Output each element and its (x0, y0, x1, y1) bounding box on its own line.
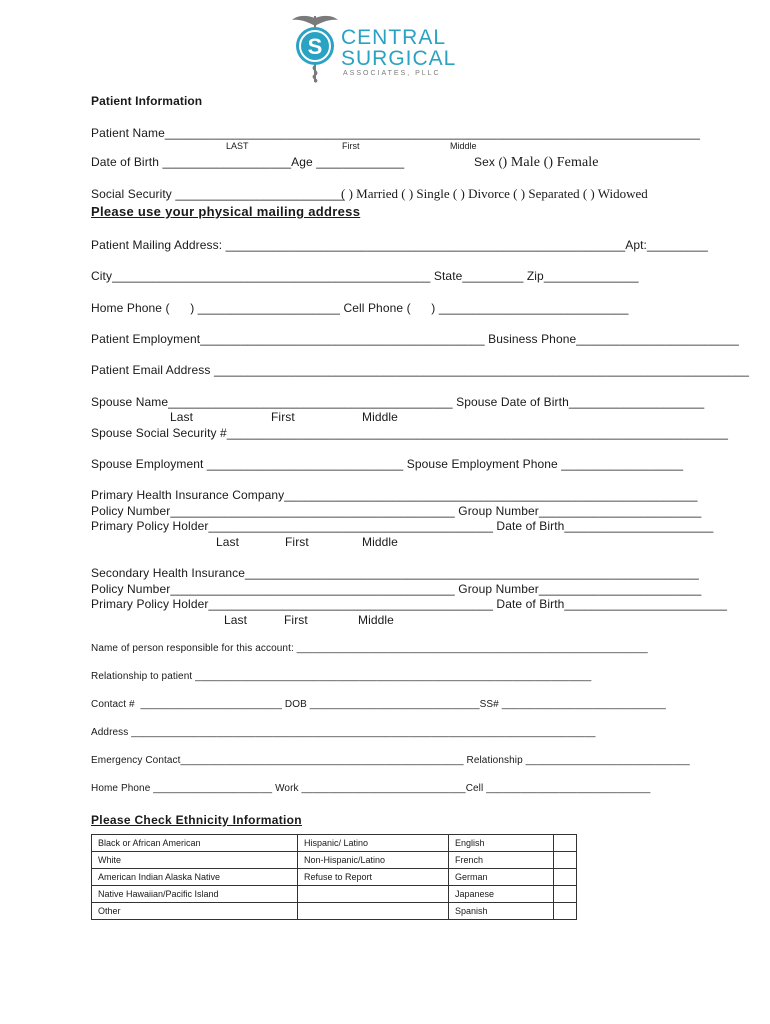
contact-phones-field[interactable] (91, 783, 650, 794)
patient-employment-field[interactable] (91, 332, 739, 346)
ethnicity-table (91, 834, 577, 920)
business-phone-label: Business Phone (488, 332, 577, 346)
home-phone-paren: ) (190, 301, 195, 315)
patient-email-blank: _______________________________________________________________________________ (213, 363, 750, 377)
secondary-policy-holder-field[interactable] (91, 597, 727, 611)
table-row (92, 886, 577, 903)
primary-sub-last: Last (216, 535, 240, 549)
spouse-sub-middle: Middle (362, 410, 398, 424)
primary-insurance-company-blank: _____________________________________________________________ (284, 488, 698, 502)
marital-status-options[interactable]: ( ) Married ( ) Single ( ) Divorce ( ) Separated ( ) Widowed (341, 186, 648, 201)
mailing-address-blank: ___________________________________________________________ (225, 238, 626, 252)
primary-holder-dob-label: Date of Birth (496, 519, 565, 533)
sex-female-option[interactable]: ) Female (548, 155, 599, 170)
table-row (92, 903, 577, 920)
patient-name-blank: _______________________________________________________________________________ (164, 126, 701, 140)
spouse-sub-first: First (271, 410, 295, 424)
contact-cell-label: Cell (465, 783, 484, 794)
spouse-name-blank: __________________________________________ (168, 395, 453, 409)
contact-blank: _________________________ (140, 699, 283, 710)
sub-label-last: LAST (226, 141, 249, 151)
patient-employment-label: Patient Employment (91, 332, 201, 346)
sub-label-middle: Middle (450, 141, 477, 151)
state-label: State (433, 269, 463, 283)
ssn-field[interactable] (91, 187, 345, 201)
secondary-policy-number-field[interactable] (91, 582, 701, 596)
cell-phone-paren: ) (431, 301, 436, 315)
table-row (92, 869, 577, 886)
secondary-sub-last: Last (224, 613, 248, 627)
ethnicity-option[interactable]: Non-Hispanic/Latino (298, 852, 449, 869)
logo-text-central: CENTRAL (341, 26, 447, 49)
language-option[interactable]: Japanese (449, 886, 554, 903)
spouse-ssn-label: Spouse Social Security # (91, 426, 227, 440)
spouse-ssn-field[interactable] (91, 426, 728, 440)
address-field[interactable] (91, 727, 596, 738)
contact-cell-blank: _____________________________ (486, 783, 651, 794)
responsible-party-field[interactable] (91, 643, 648, 654)
logo-text-associates: ASSOCIATES, PLLC (343, 70, 441, 77)
emergency-contact-field[interactable] (91, 755, 690, 766)
primary-holder-dob-blank: ______________________ (564, 519, 714, 533)
contact-work-blank: _____________________________ (301, 783, 466, 794)
secondary-policy-number-blank: __________________________________________ (170, 582, 455, 596)
ethnicity-option[interactable] (298, 886, 449, 903)
city-state-zip-field[interactable] (91, 269, 639, 283)
central-surgical-logo (290, 14, 460, 86)
spouse-employment-blank: _____________________________ (206, 457, 404, 471)
contact-ss-blank: _____________________________ (501, 699, 666, 710)
ssn-blank: _________________________ (175, 187, 345, 201)
language-option[interactable]: German (449, 869, 554, 886)
race-option[interactable]: Black or African American (92, 835, 298, 852)
dob-field[interactable] (91, 155, 404, 169)
address-label: Address (91, 727, 129, 738)
dob-label: Date of Birth (91, 155, 159, 169)
spouse-employment-phone-blank: __________________ (561, 457, 684, 471)
sex-label: Sex ( (474, 155, 503, 169)
spouse-dob-blank: ____________________ (568, 395, 705, 409)
sex-field[interactable] (474, 155, 599, 171)
contact-ss-label: SS# (479, 699, 499, 710)
spouse-employment-field[interactable] (91, 457, 683, 471)
patient-email-field[interactable] (91, 363, 749, 377)
apt-label: Apt: (625, 238, 647, 252)
secondary-policy-holder-blank: __________________________________________ (208, 597, 493, 611)
home-phone-blank: _____________________ (197, 301, 340, 315)
patient-name-field[interactable] (91, 126, 700, 140)
primary-group-number-blank: ________________________ (538, 504, 702, 518)
secondary-policy-number-label: Policy Number (91, 582, 171, 596)
primary-policy-number-label: Policy Number (91, 504, 171, 518)
secondary-policy-holder-label: Primary Policy Holder (91, 597, 209, 611)
mailing-address-note: Please use your physical mailing address (91, 204, 361, 219)
contact-work-label: Work (275, 783, 299, 794)
emergency-relationship-blank: _____________________________ (525, 755, 690, 766)
address-blank: __________________________________________________________________________________ (131, 727, 596, 738)
primary-sub-middle: Middle (362, 535, 398, 549)
primary-policy-holder-field[interactable] (91, 519, 713, 533)
patient-employment-blank: __________________________________________ (200, 332, 485, 346)
secondary-insurance-blank: ___________________________________________________________________ (245, 566, 699, 580)
home-phone-label: Home Phone ( (91, 301, 170, 315)
contact-home-phone-label: Home Phone (91, 783, 151, 794)
zip-blank: ______________ (543, 269, 639, 283)
business-phone-blank: ________________________ (576, 332, 739, 346)
secondary-holder-dob-blank: ________________________ (564, 597, 727, 611)
contact-field[interactable] (91, 699, 666, 710)
language-checkbox[interactable] (554, 835, 577, 852)
language-checkbox[interactable] (554, 886, 577, 903)
city-label: City (91, 269, 113, 283)
ethnicity-option[interactable]: Refuse to Report (298, 869, 449, 886)
spouse-employment-phone-label: Spouse Employment Phone (406, 457, 558, 471)
table-row (92, 852, 577, 869)
responsible-party-label: Name of person responsible for this account: (91, 643, 294, 654)
language-option[interactable]: French (449, 852, 554, 869)
secondary-sub-first: First (284, 613, 308, 627)
secondary-holder-dob-label: Date of Birth (496, 597, 565, 611)
emergency-relationship-label: Relationship (466, 755, 523, 766)
logo-text-surgical: SURGICAL (341, 47, 457, 70)
primary-insurance-company-field[interactable] (91, 488, 697, 502)
city-blank: _______________________________________________ (112, 269, 431, 283)
spouse-dob-label: Spouse Date of Birth (456, 395, 569, 409)
race-option[interactable]: Other (92, 903, 298, 920)
age-blank: _____________ (316, 155, 405, 169)
spouse-employment-label: Spouse Employment (91, 457, 204, 471)
primary-policy-holder-blank: __________________________________________ (208, 519, 493, 533)
race-option[interactable]: American Indian Alaska Native (92, 869, 298, 886)
cell-phone-label: Cell Phone ( (343, 301, 411, 315)
patient-name-label: Patient Name (91, 126, 165, 140)
language-checkbox[interactable] (554, 852, 577, 869)
secondary-group-number-label: Group Number (458, 582, 539, 596)
contact-home-phone-blank: _____________________ (153, 783, 273, 794)
home-phone-field[interactable] (91, 301, 629, 315)
secondary-insurance-field[interactable] (91, 566, 699, 580)
emergency-contact-blank: __________________________________________________ (180, 755, 464, 766)
sub-label-first: First (342, 141, 360, 151)
spouse-name-label: Spouse Name (91, 395, 169, 409)
responsible-party-blank: ______________________________________________________________ (296, 643, 648, 654)
ssn-label: Social Security (91, 187, 172, 201)
age-label: Age (291, 155, 313, 169)
mailing-address-field[interactable] (91, 238, 708, 252)
patient-email-label: Patient Email Address (91, 363, 211, 377)
zip-label: Zip (526, 269, 544, 283)
primary-group-number-label: Group Number (458, 504, 539, 518)
race-option[interactable]: Native Hawaiian/Pacific Island (92, 886, 298, 903)
relationship-label: Relationship to patient (91, 671, 193, 682)
mailing-address-label: Patient Mailing Address: (91, 238, 223, 252)
primary-policy-number-field[interactable] (91, 504, 701, 518)
primary-policy-number-blank: __________________________________________ (170, 504, 455, 518)
table-row (92, 835, 577, 852)
secondary-sub-middle: Middle (358, 613, 394, 627)
primary-insurance-company-label: Primary Health Insurance Company (91, 488, 285, 502)
apt-blank: _________ (646, 238, 708, 252)
contact-label: Contact # (91, 699, 135, 710)
language-checkbox[interactable] (554, 869, 577, 886)
spouse-name-field[interactable] (91, 395, 704, 409)
cell-phone-blank: ____________________________ (438, 301, 629, 315)
race-option[interactable]: White (92, 852, 298, 869)
language-option[interactable]: Spanish (449, 903, 554, 920)
language-option[interactable]: English (449, 835, 554, 852)
ethnicity-option[interactable]: Hispanic/ Latino (298, 835, 449, 852)
contact-dob-label: DOB (284, 699, 307, 710)
svg-text:S: S (307, 34, 323, 59)
relationship-field[interactable] (91, 671, 591, 682)
section-title: Patient Information (91, 94, 203, 108)
caduceus-icon (290, 14, 340, 86)
ethnicity-title: Please Check Ethnicity Information (91, 813, 302, 827)
primary-sub-first: First (285, 535, 309, 549)
primary-policy-holder-label: Primary Policy Holder (91, 519, 209, 533)
emergency-contact-label: Emergency Contact (91, 755, 181, 766)
secondary-insurance-label: Secondary Health Insurance (91, 566, 246, 580)
dob-blank: ___________________ (162, 155, 292, 169)
secondary-group-number-blank: ________________________ (538, 582, 702, 596)
spouse-sub-last: Last (170, 410, 194, 424)
language-checkbox[interactable] (554, 903, 577, 920)
sex-male-option[interactable]: ) Male ( (502, 155, 549, 170)
contact-dob-blank: ______________________________ (309, 699, 480, 710)
ethnicity-option[interactable] (298, 903, 449, 920)
state-blank: _________ (462, 269, 524, 283)
relationship-blank: ______________________________________________________________________ (195, 671, 592, 682)
spouse-ssn-blank: __________________________________________________________________________ (226, 426, 729, 440)
